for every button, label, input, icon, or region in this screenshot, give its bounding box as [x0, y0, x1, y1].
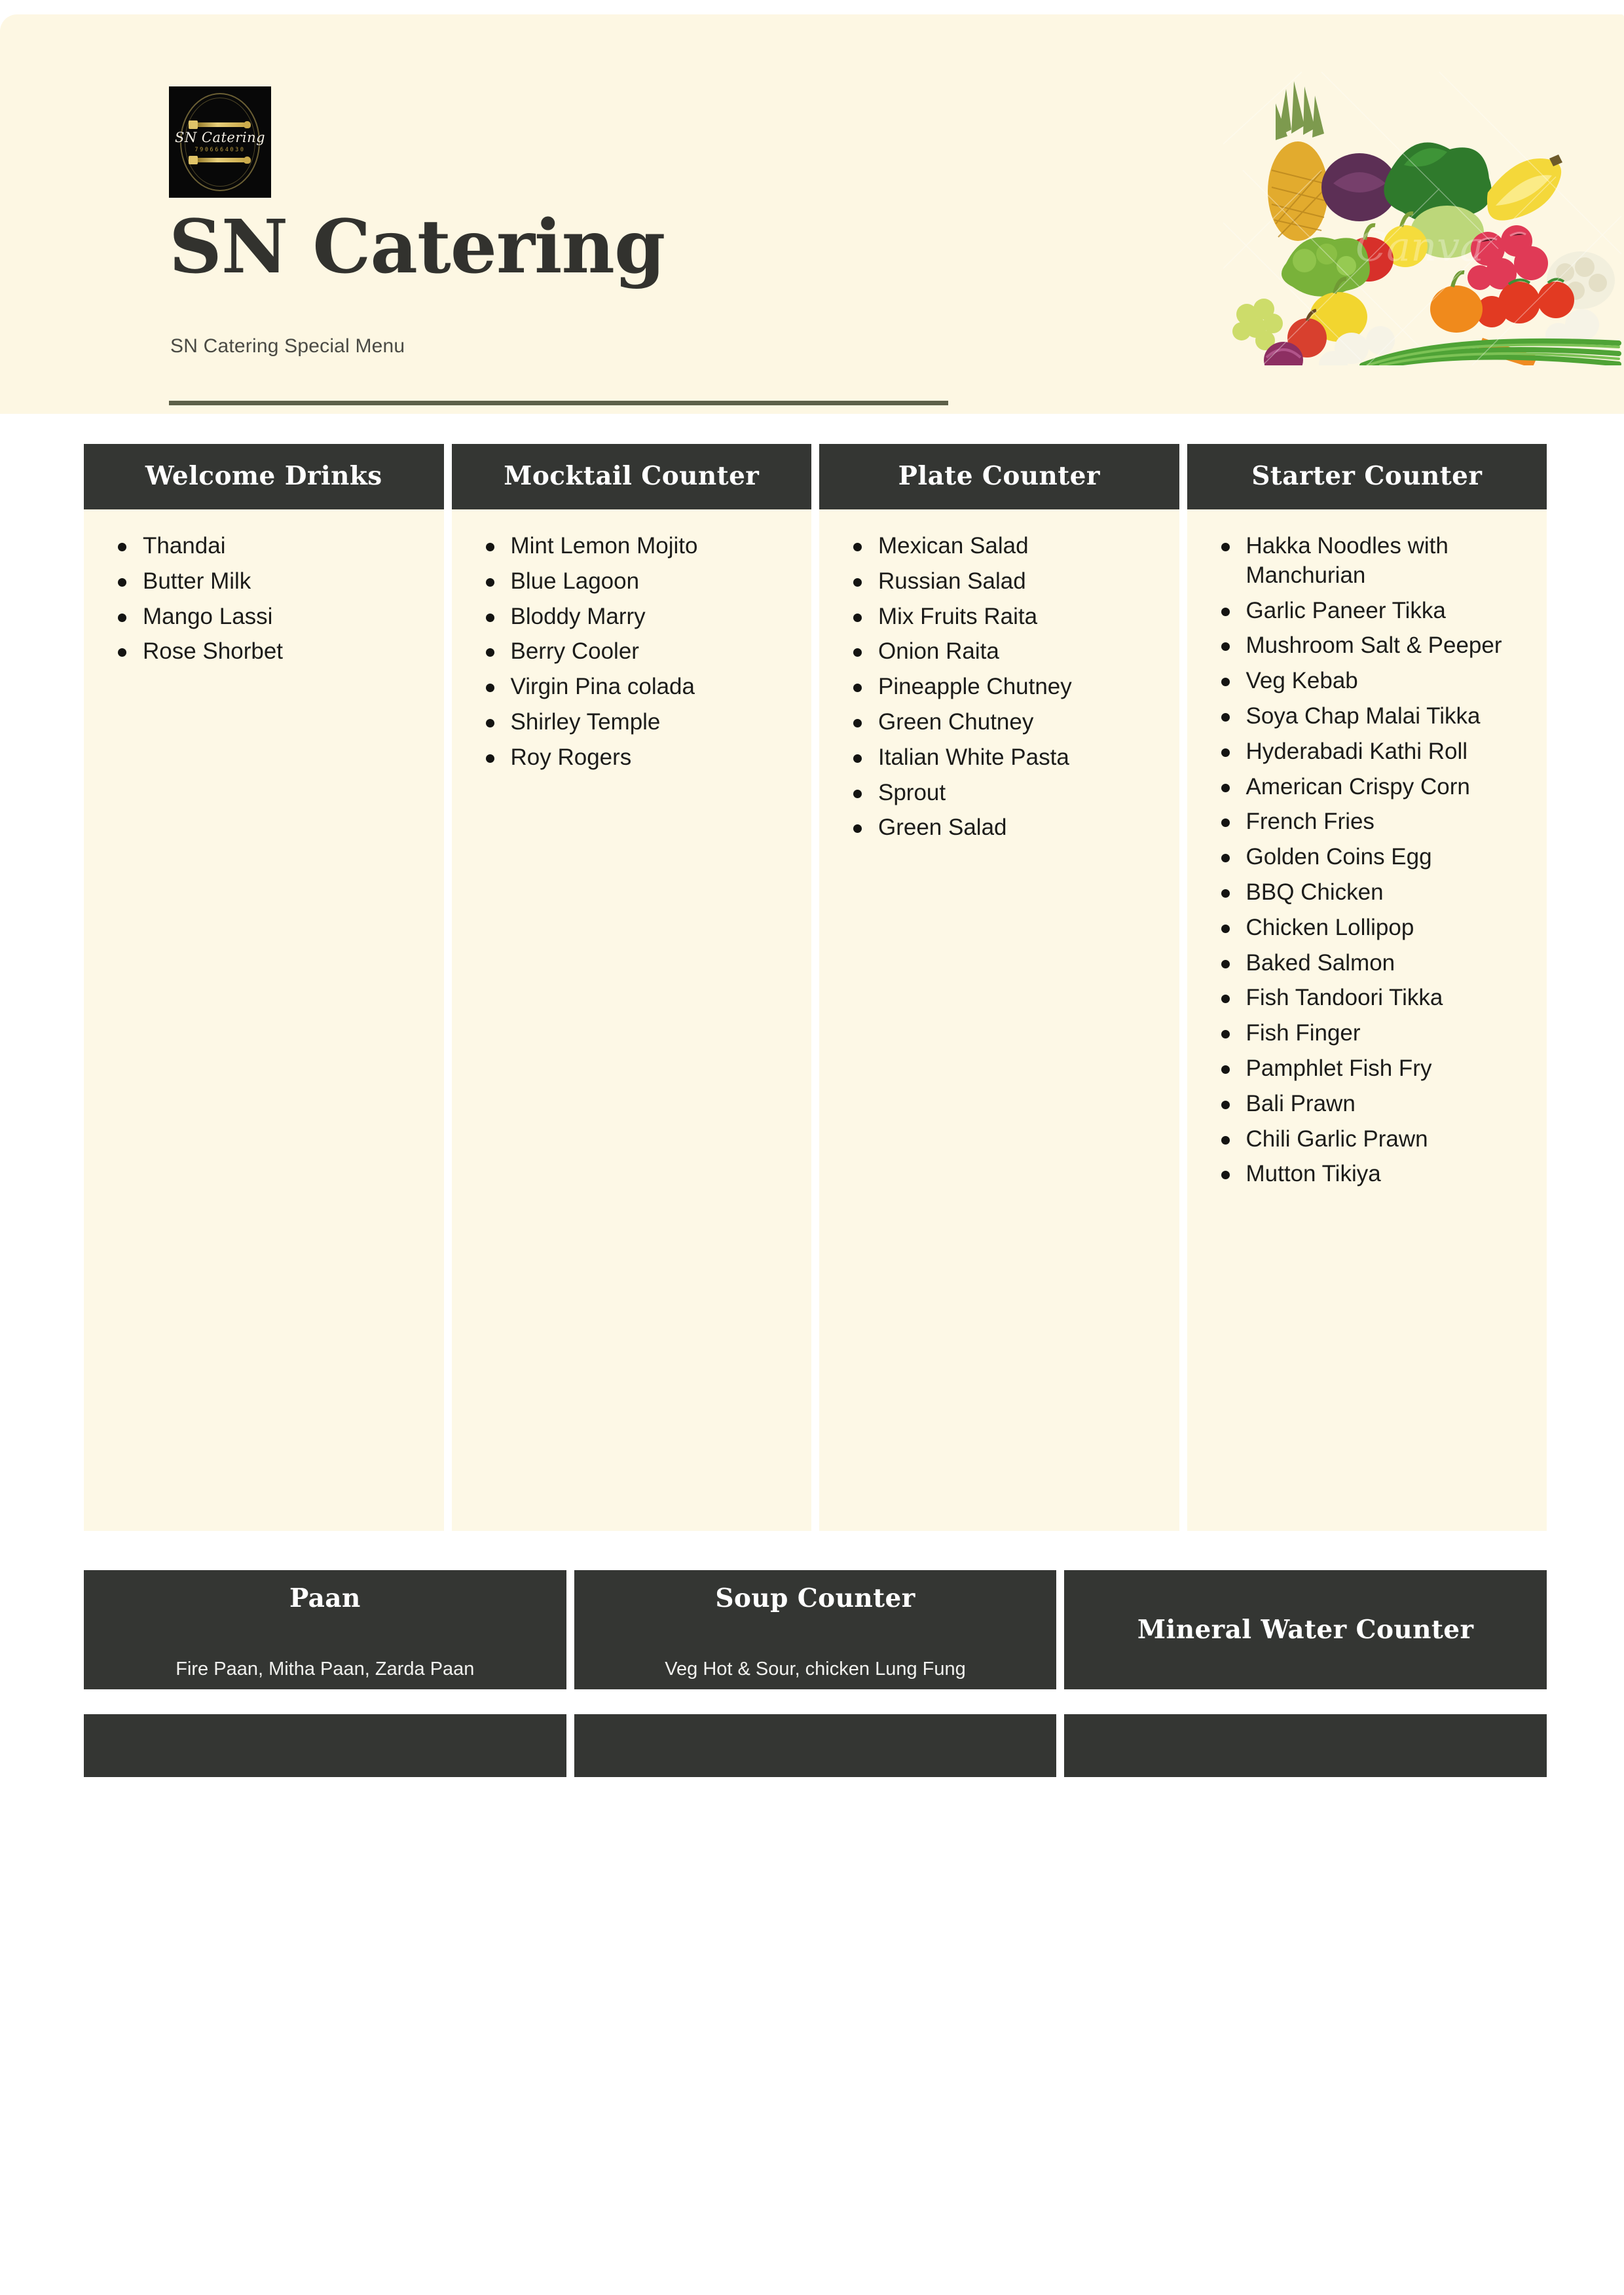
list-item: Green Chutney	[841, 708, 1162, 737]
header-band	[0, 14, 1624, 414]
counter-column-plate-counter	[819, 444, 1179, 1531]
list-item: Mango Lassi	[106, 602, 427, 632]
list-item: Chili Garlic Prawn	[1209, 1125, 1530, 1154]
counter-column-starter-counter	[1187, 444, 1547, 1531]
list-item: Golden Coins Egg	[1209, 843, 1530, 872]
counter-columns	[84, 444, 1547, 1531]
bottom-counter-subtitle: Veg Hot & Sour, chicken Lung Fung	[665, 1659, 966, 1680]
bottom-counters	[84, 1570, 1547, 1689]
counter-items	[1187, 509, 1547, 1531]
counter-column-welcome-drinks	[84, 444, 444, 1531]
page-subtitle: SN Catering Special Menu	[170, 335, 405, 357]
list-item: Berry Cooler	[474, 637, 795, 667]
list-item: Garlic Paneer Tikka	[1209, 597, 1530, 626]
counter-items	[819, 509, 1179, 1531]
knife-icon	[194, 158, 246, 162]
logo-name: SN Catering	[174, 129, 266, 145]
list-item: Bloddy Marry	[474, 602, 795, 632]
list-item: Butter Milk	[106, 567, 427, 597]
list-item: Sprout	[841, 779, 1162, 808]
list-item: Baked Salmon	[1209, 949, 1530, 978]
bottom-counter-paan	[84, 1570, 566, 1689]
list-item: Mexican Salad	[841, 532, 1162, 561]
list-item: Russian Salad	[841, 567, 1162, 597]
list-item: Soya Chap Malai Tikka	[1209, 702, 1530, 731]
list-item: Blue Lagoon	[474, 567, 795, 597]
list-item: Green Salad	[841, 813, 1162, 843]
list-item: Italian White Pasta	[841, 743, 1162, 773]
counter-column-mocktail-counter	[452, 444, 812, 1531]
bottom-counter-title: Mineral Water Counter	[1137, 1615, 1474, 1645]
empty-block	[1064, 1714, 1547, 1777]
list-item: Hakka Noodles with Manchurian	[1209, 532, 1530, 591]
bottom-counter-mineral-water-counter	[1064, 1570, 1547, 1689]
logo	[169, 86, 271, 198]
list-item: Fish Finger	[1209, 1019, 1530, 1048]
empty-block	[574, 1714, 1057, 1777]
list-item: Pamphlet Fish Fry	[1209, 1054, 1530, 1084]
list-item: Rose Shorbet	[106, 637, 427, 667]
list-item: Mutton Tikiya	[1209, 1160, 1530, 1189]
header-divider	[169, 401, 948, 405]
bottom-counter-soup-counter	[574, 1570, 1057, 1689]
empty-block	[84, 1714, 566, 1777]
list-item: Mix Fruits Raita	[841, 602, 1162, 632]
list-item: Mint Lemon Mojito	[474, 532, 795, 561]
counter-title: Welcome Drinks	[84, 444, 444, 509]
counter-title: Mocktail Counter	[452, 444, 812, 509]
list-item: Shirley Temple	[474, 708, 795, 737]
bottom-counter-title: Paan	[289, 1583, 361, 1613]
list-item: Onion Raita	[841, 637, 1162, 667]
svg-text:Canva: Canva	[1355, 223, 1485, 270]
list-item: American Crispy Corn	[1209, 773, 1530, 802]
list-item: Mushroom Salt & Peeper	[1209, 631, 1530, 661]
counter-items	[452, 509, 812, 1531]
list-item: French Fries	[1209, 807, 1530, 837]
list-item: Chicken Lollipop	[1209, 913, 1530, 943]
counter-items	[84, 509, 444, 1531]
bottom-counter-subtitle: Fire Paan, Mitha Paan, Zarda Paan	[175, 1659, 475, 1680]
list-item: BBQ Chicken	[1209, 878, 1530, 908]
list-item: Pineapple Chutney	[841, 672, 1162, 702]
counter-title: Starter Counter	[1187, 444, 1547, 509]
produce-photo	[1223, 52, 1621, 365]
bottom-empty-row	[84, 1714, 1547, 1777]
bottom-counter-title: Soup Counter	[715, 1583, 915, 1613]
list-item: Veg Kebab	[1209, 667, 1530, 696]
page-title: SN Catering	[169, 204, 665, 290]
list-item: Bali Prawn	[1209, 1090, 1530, 1119]
logo-phone: 7906664030	[194, 146, 246, 153]
list-item: Thandai	[106, 532, 427, 561]
list-item: Fish Tandoori Tikka	[1209, 983, 1530, 1013]
counter-title: Plate Counter	[819, 444, 1179, 509]
fork-spoon-icon	[194, 122, 246, 127]
list-item: Hyderabadi Kathi Roll	[1209, 737, 1530, 767]
list-item: Roy Rogers	[474, 743, 795, 773]
list-item: Virgin Pina colada	[474, 672, 795, 702]
